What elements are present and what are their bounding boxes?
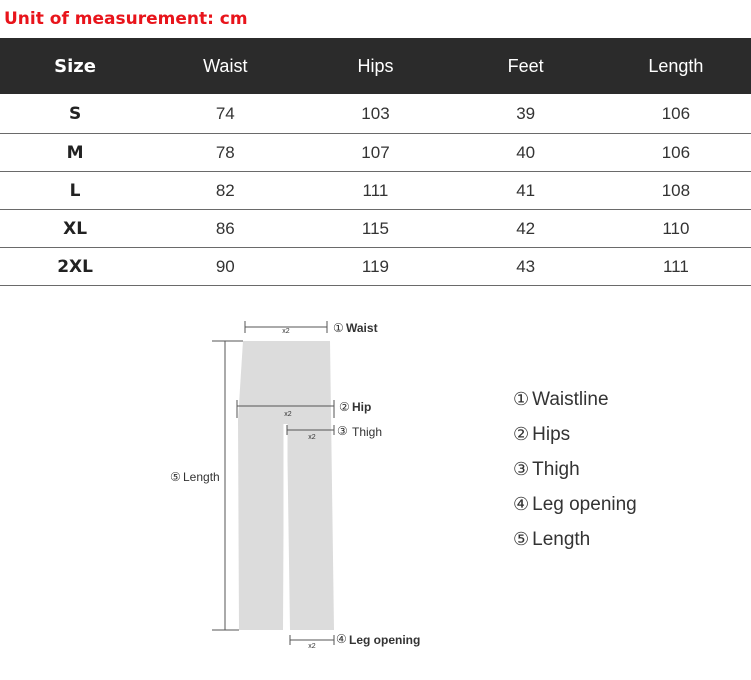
size-cell: XL	[0, 210, 150, 248]
length-number: ⑤	[170, 470, 181, 484]
header-feet: Feet	[451, 38, 601, 94]
hip-multiplier: x2	[284, 411, 292, 418]
legend-label: Leg opening	[532, 493, 637, 515]
header-size: Size	[0, 38, 150, 94]
hips-cell: 107	[300, 134, 450, 172]
measurement-legend	[513, 382, 637, 557]
legend-number: ③	[513, 459, 530, 480]
waist-multiplier: x2	[282, 328, 290, 335]
hip-label: Hip	[352, 400, 372, 414]
legend-label: Length	[532, 528, 591, 550]
feet-cell: 42	[451, 210, 601, 248]
legend-item	[513, 487, 637, 522]
waist-cell: 86	[150, 210, 300, 248]
hips-cell: 115	[300, 210, 450, 248]
header-hips: Hips	[300, 38, 450, 94]
legend-item	[513, 417, 637, 452]
leg-opening-multiplier: x2	[308, 643, 316, 650]
waist-cell: 78	[150, 134, 300, 172]
legend-item	[513, 522, 637, 557]
legend-item	[513, 382, 637, 417]
size-cell: L	[0, 172, 150, 210]
waist-cell: 74	[150, 94, 300, 134]
length-cell: 108	[601, 172, 751, 210]
header-length: Length	[601, 38, 751, 94]
waist-label: Waist	[346, 321, 378, 335]
legend-number: ④	[513, 494, 530, 515]
feet-cell: 43	[451, 248, 601, 286]
hip-number: ②	[339, 400, 350, 414]
length-cell: 111	[601, 248, 751, 286]
size-cell: S	[0, 94, 150, 134]
thigh-number: ③	[337, 424, 348, 438]
waist-number: ①	[333, 321, 344, 335]
thigh-label: Thigh	[352, 425, 383, 439]
size-cell: M	[0, 134, 150, 172]
length-cell: 106	[601, 134, 751, 172]
legend-label: Waistline	[532, 388, 609, 410]
hips-cell: 103	[300, 94, 450, 134]
feet-cell: 39	[451, 94, 601, 134]
leg-opening-number: ④	[336, 632, 347, 646]
feet-cell: 41	[451, 172, 601, 210]
waist-cell: 90	[150, 248, 300, 286]
legend-label: Thigh	[532, 458, 580, 480]
thigh-multiplier: x2	[308, 434, 316, 441]
length-cell: 110	[601, 210, 751, 248]
length-cell: 106	[601, 94, 751, 134]
legend-number: ②	[513, 424, 530, 445]
header-waist: Waist	[150, 38, 300, 94]
hips-cell: 111	[300, 172, 450, 210]
waist-cell: 82	[150, 172, 300, 210]
size-cell: 2XL	[0, 248, 150, 286]
length-label: Length	[183, 470, 220, 484]
legend-number: ①	[513, 389, 530, 410]
unit-note: Unit of measurement: cm	[4, 9, 248, 29]
feet-cell: 40	[451, 134, 601, 172]
legend-number: ⑤	[513, 529, 530, 550]
legend-item	[513, 452, 637, 487]
legend-label: Hips	[532, 423, 571, 445]
hips-cell: 119	[300, 248, 450, 286]
leg-opening-label: Leg opening	[349, 633, 421, 647]
